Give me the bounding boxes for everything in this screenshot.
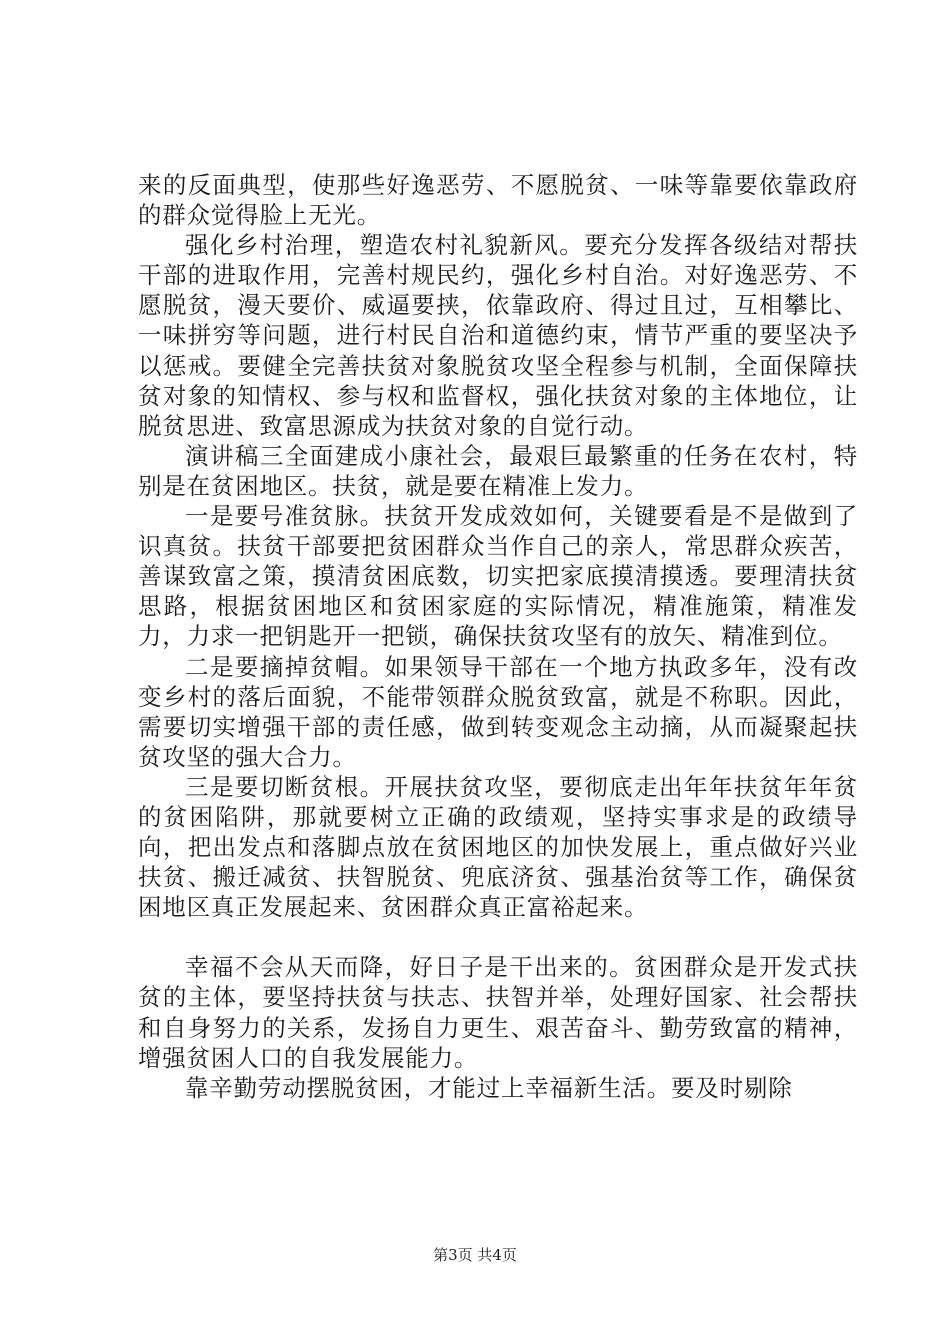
paragraph: 二是要摘掉贫帽。如果领导干部在一个地方执政多年，没有改变乡村的落后面貌，不能带领群众脱贫致富，就是不称职。因此，需要切实增强干部的责任感，做到转变观念主动摘，从而凝聚起扶贫攻坚的强大合力。: [138, 652, 858, 771]
paragraph: 来的反面典型，使那些好逸恶劳、不愿脱贫、一味等靠要依靠政府的群众觉得脸上无光。: [138, 171, 858, 230]
paragraph: 三是要切断贫根。开展扶贫攻坚，要彻底走出年年扶贫年年贫的贫困陷阱，那就要树立正确的政绩观，坚持实事求是的政绩导向，把出发点和落脚点放在贫困地区的加快发展上，重点做好兴业扶贫、搬迁减贫、扶智脱贫、兜底济贫、强基治贫等工作，确保贫困地区真正发展起来、贫困群众真正富裕起来。: [138, 772, 858, 922]
paragraph: 一是要号准贫脉。扶贫开发成效如何，关键要看是不是做到了识真贫。扶贫干部要把贫困群众当作自己的亲人，常思群众疾苦，善谋致富之策，摸清贫困底数，切实把家底摸清摸透。要理清扶贫思路，根据贫困地区和贫困家庭的实际情况，精准施策，精准发力，力求一把钥匙开一把锁，确保扶贫攻坚有的放矢、精准到位。: [138, 502, 858, 651]
paragraph: 演讲稿三全面建成小康社会，最艰巨最繁重的任务在农村，特别是在贫困地区。扶贫，就是要在精准上发力。: [138, 441, 858, 500]
page-number: 第3页 共4页: [433, 1246, 517, 1264]
paragraph: 靠辛勤劳动摆脱贫困，才能过上幸福新生活。要及时剔除: [185, 1073, 793, 1102]
paragraph: 强化乡村治理，塑造农村礼貌新风。要充分发挥各级结对帮扶干部的进取作用，完善村规民约，强化乡村自治。对好逸恶劳、不愿脱贫，漫天要价、威逼要挟，依靠政府、得过且过，互相攀比、一味拼穷等问题，进行村民自治和道德约束，情节严重的要坚决予以惩戒。要健全完善扶贫对象脱贫攻坚全程参与机制，全面保障扶贫对象的知情权、参与权和监督权，强化扶贫对象的主体地位，让脱贫思进、致富思源成为扶贫对象的自觉行动。: [138, 231, 858, 440]
document-body: [138, 170, 858, 1103]
paragraph: 幸福不会从天而降，好日子是干出来的。贫困群众是开发式扶贫的主体，要坚持扶贫与扶志、扶智并举，处理好国家、社会帮扶和自身努力的关系，发扬自力更生、艰苦奋斗、勤劳致富的精神，增强贫困人口的自我发展能力。: [138, 953, 858, 1072]
